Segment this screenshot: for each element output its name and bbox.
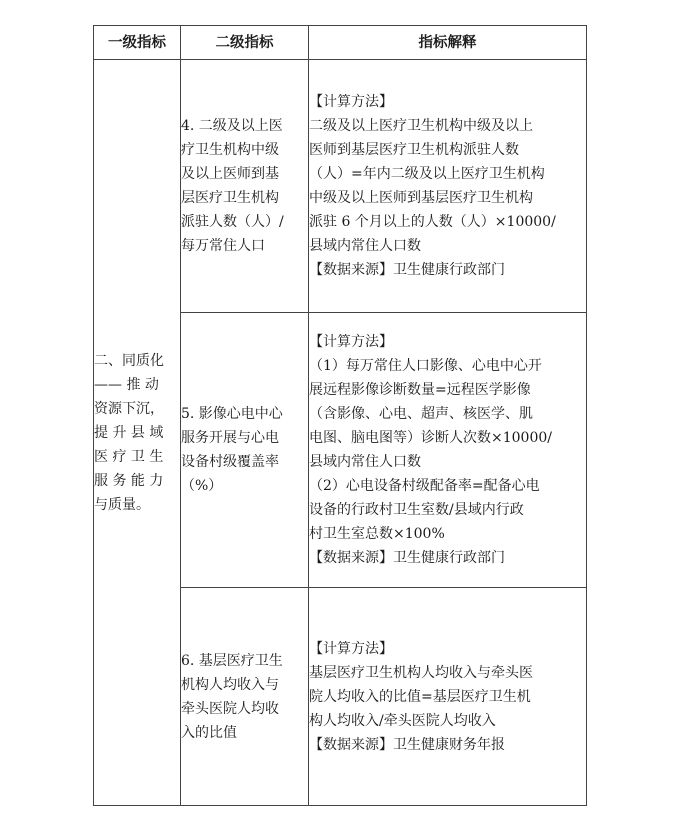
level1-line: 医 疗 卫 生 <box>94 448 164 465</box>
level2-indicator-cell <box>181 588 309 806</box>
explain-cell <box>309 313 587 588</box>
explain-line: 展远程影像诊断数量=远程医学影像 <box>309 382 531 398</box>
explain-line: （1）每万常住人口影像、心电中心开 <box>309 358 542 374</box>
level2-indicator-cell <box>181 313 309 588</box>
level1-indicator-cell <box>94 60 181 806</box>
indicator-line: 疗卫生机构中级 <box>181 142 279 158</box>
explain-line: 【计算方法】 <box>309 640 393 657</box>
explain-line: 医师到基层医疗卫生机构派驻人数 <box>309 142 519 158</box>
explain-line: 【计算方法】 <box>309 334 393 350</box>
table-header-row <box>94 26 587 60</box>
explain-line: （人）=年内二级及以上医疗卫生机构 <box>309 166 545 182</box>
indicator-line: 层医疗卫生机构 <box>181 190 279 206</box>
indicator-line: 派驻人数（人）/ <box>181 214 284 230</box>
explain-cell <box>309 588 587 806</box>
level1-line: 二、同质化 <box>94 352 164 369</box>
table-row <box>94 60 587 313</box>
indicator-line: 6. 基层医疗卫生 <box>181 652 283 669</box>
explain-line: 中级及以上医师到基层医疗卫生机构 <box>309 190 533 206</box>
explain-line: （2）心电设备村级配备率=配备心电 <box>309 478 540 494</box>
level1-line: 资源下沉， <box>94 400 164 417</box>
explain-line: 【计算方法】 <box>309 94 393 110</box>
indicator-line: 设备村级覆盖率 <box>181 454 279 470</box>
indicator-table <box>93 25 587 806</box>
explain-line: 电图、脑电图等）诊断人次数×10000/ <box>309 430 552 446</box>
indicator-line: 牵头医院人均收 <box>181 700 279 717</box>
level2-indicator-cell <box>181 60 309 313</box>
explain-cell <box>309 60 587 313</box>
level1-line: 服 务 能 力 <box>94 472 164 489</box>
explain-line: 派驻 6 个月以上的人数（人）×10000/ <box>309 214 556 230</box>
header-level1: 一级指标 <box>94 26 181 60</box>
explain-line: 【数据来源】卫生健康财务年报 <box>309 736 505 753</box>
explain-line: （含影像、心电、超声、核医学、肌 <box>309 406 533 422</box>
indicator-line: 4. 二级及以上医 <box>181 118 283 134</box>
level1-line: 提 升 县 域 <box>94 424 164 441</box>
explain-line: 村卫生室总数×100% <box>309 526 445 542</box>
explain-line: 县域内常住人口数 <box>309 454 421 470</box>
indicator-line: 机构人均收入与 <box>181 676 279 693</box>
indicator-line: 入的比值 <box>181 724 237 741</box>
level1-line: 与质量。 <box>94 496 150 513</box>
explain-line: 设备的行政村卫生室数/县域内行政 <box>309 502 524 518</box>
indicator-line: 服务开展与心电 <box>181 430 279 446</box>
indicator-line: （%） <box>181 478 223 494</box>
explain-line: 县域内常住人口数 <box>309 238 421 254</box>
explain-line: 构人均收入/牵头医院人均收入 <box>309 712 496 729</box>
indicator-line: 及以上医师到基 <box>181 166 279 182</box>
indicator-line: 5. 影像心电中心 <box>181 406 283 422</box>
header-level2: 二级指标 <box>181 26 309 60</box>
explain-line: 基层医疗卫生机构人均收入与牵头医 <box>309 664 533 681</box>
level1-line: —— 推 动 <box>94 376 159 393</box>
explain-line: 【数据来源】卫生健康行政部门 <box>309 550 505 566</box>
indicator-line: 每万常住人口 <box>181 238 265 254</box>
explain-line: 院人均收入的比值=基层医疗卫生机 <box>309 688 531 705</box>
explain-line: 【数据来源】卫生健康行政部门 <box>309 262 505 278</box>
header-explain: 指标解释 <box>309 26 587 60</box>
explain-line: 二级及以上医疗卫生机构中级及以上 <box>309 118 533 134</box>
